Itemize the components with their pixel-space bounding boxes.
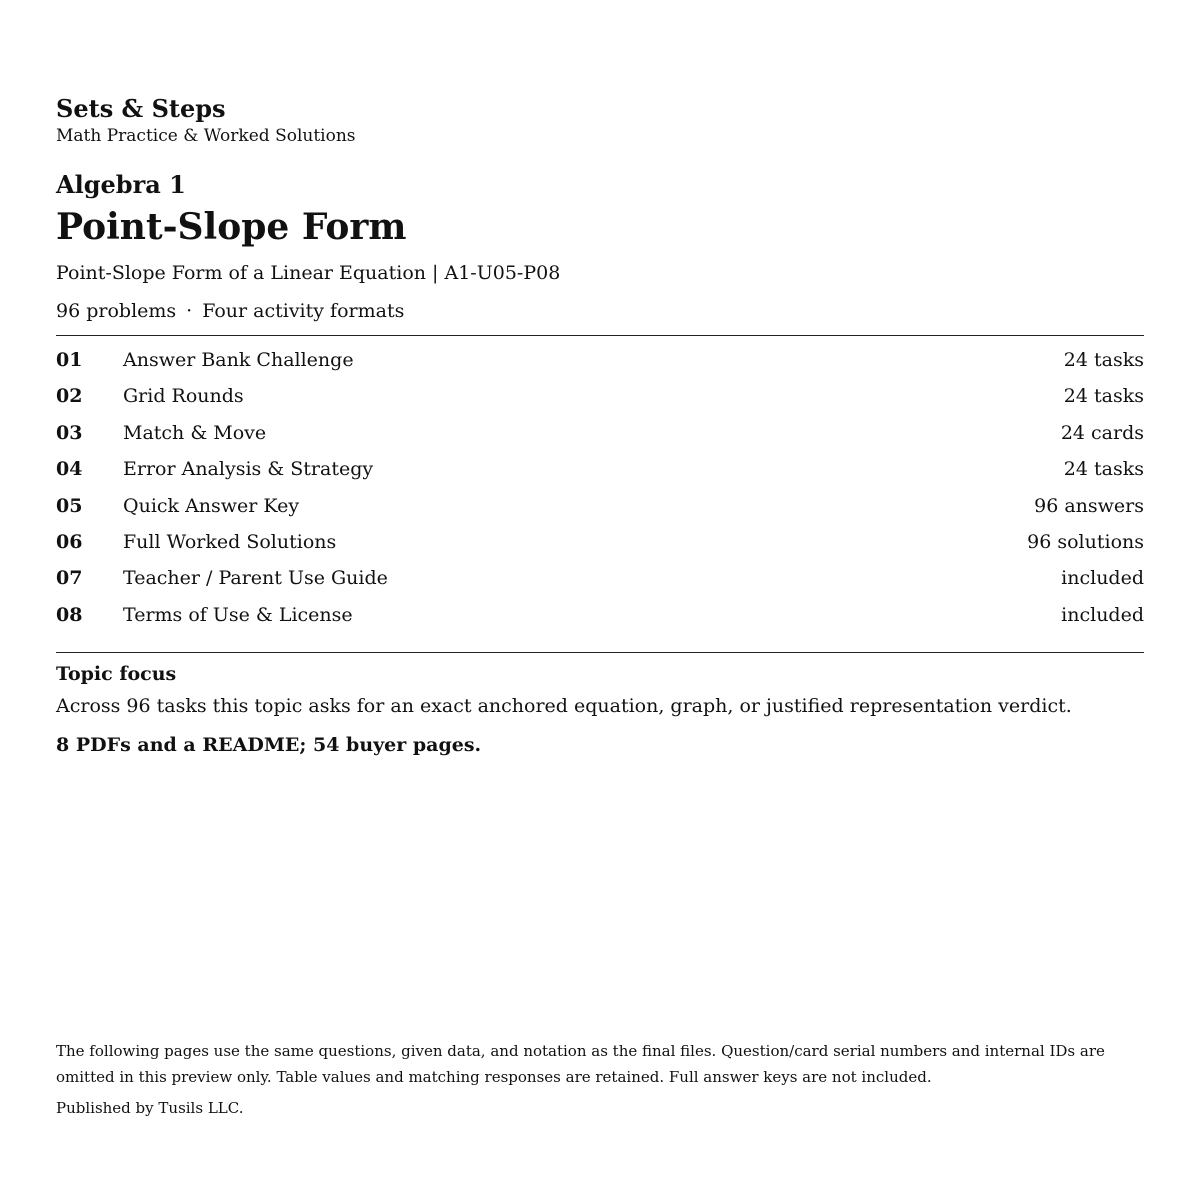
- preview-disclaimer: The following pages use the same questions, given data, and notation as the final files. Question/card serial numbers and internal IDs are omitted in this preview only. Table values and matching responses are retained. Full answer keys are not included.: [56, 1042, 1105, 1086]
- row-label: Match & Move: [123, 421, 267, 444]
- contents-row: [56, 560, 1144, 596]
- publisher-line: Published by Tusils LLC.: [56, 1099, 244, 1117]
- contents-row: [56, 415, 1144, 451]
- contents-list: [56, 342, 1144, 633]
- package-summary: 8 PDFs and a README; 54 buyer pages.: [56, 734, 482, 756]
- row-label: Error Analysis & Strategy: [123, 458, 374, 481]
- row-number: 05: [56, 494, 83, 517]
- document-page: [56, 0, 1144, 1200]
- page-subtitle: Point-Slope Form of a Linear Equation | A1-U05-P08: [56, 262, 561, 284]
- course-name: Algebra 1: [56, 170, 186, 199]
- row-number: 02: [56, 385, 83, 408]
- row-count: 96 answers: [1034, 494, 1144, 517]
- contents-row: [56, 451, 1144, 487]
- format-count: Four activity formats: [202, 300, 405, 322]
- contents-row: [56, 342, 1144, 378]
- row-label: Teacher / Parent Use Guide: [123, 567, 388, 590]
- row-label: Full Worked Solutions: [123, 530, 337, 553]
- row-count: included: [1061, 567, 1144, 590]
- divider-bottom: [56, 652, 1144, 653]
- row-count: 24 cards: [1060, 421, 1144, 444]
- row-label: Grid Rounds: [123, 385, 244, 408]
- row-number: 06: [56, 530, 83, 553]
- contents-row: [56, 488, 1144, 524]
- brand-name: Sets & Steps: [56, 94, 226, 123]
- meta-separator: ·: [186, 300, 193, 322]
- row-count: 96 solutions: [1027, 530, 1144, 553]
- page-title: Point-Slope Form: [56, 206, 407, 248]
- row-label: Terms of Use & License: [123, 603, 353, 626]
- row-count: included: [1061, 603, 1144, 626]
- row-number: 08: [56, 603, 83, 626]
- divider-top: [56, 335, 1144, 336]
- topic-focus-text: Across 96 tasks this topic asks for an exact anchored equation, graph, or justified representation verdict.: [56, 695, 1072, 717]
- row-number: 01: [56, 349, 83, 371]
- row-label: Quick Answer Key: [123, 494, 300, 517]
- row-count: 24 tasks: [1063, 458, 1144, 481]
- contents-row: [56, 378, 1144, 414]
- problem-count: 96 problems: [56, 300, 177, 322]
- brand-tagline: Math Practice & Worked Solutions: [56, 126, 356, 146]
- contents-row: [56, 597, 1144, 633]
- contents-row: [56, 524, 1144, 560]
- row-label: Answer Bank Challenge: [123, 349, 354, 371]
- product-meta: [56, 298, 404, 324]
- row-count: 24 tasks: [1063, 349, 1144, 371]
- row-count: 24 tasks: [1063, 385, 1144, 408]
- row-number: 07: [56, 567, 83, 590]
- row-number: 03: [56, 421, 83, 444]
- topic-focus-heading: Topic focus: [56, 663, 177, 685]
- row-number: 04: [56, 458, 83, 481]
